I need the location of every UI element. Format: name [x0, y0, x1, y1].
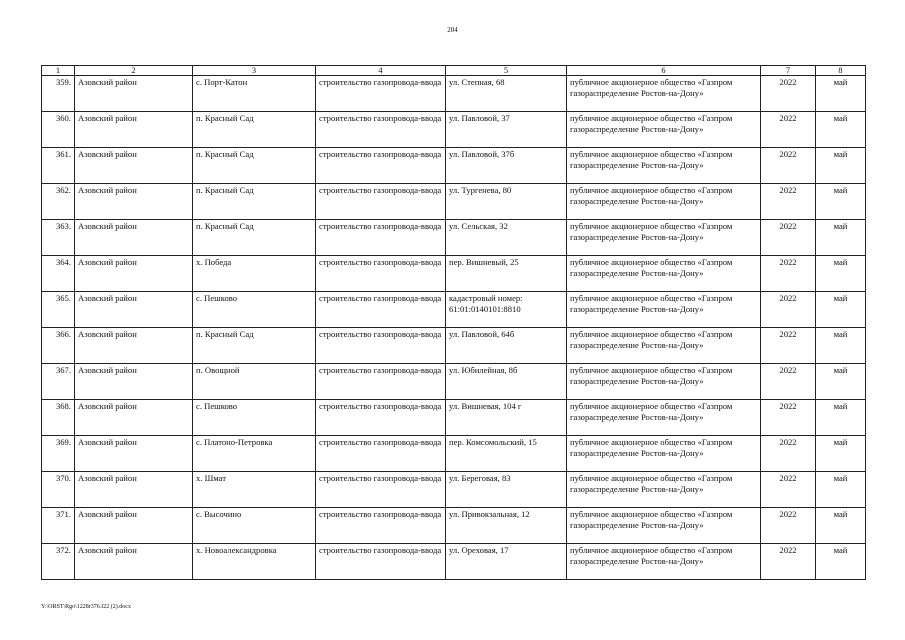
cell-district: Азовский район [75, 292, 193, 328]
cell-month: май [816, 220, 866, 256]
column-header-8: 8 [816, 66, 866, 76]
header-row [42, 66, 866, 76]
cell-address: ул. Павловой, 64б [446, 328, 567, 364]
cell-district: Азовский район [75, 508, 193, 544]
cell-year: 2022 [761, 292, 816, 328]
table-row [42, 292, 866, 328]
cell-settlement: с. Пешково [193, 400, 316, 436]
cell-organization: публичное акционерное общество «Газпром газораспределение Ростов-на-Дону» [567, 184, 761, 220]
cell-address: ул. Павловой, 37б [446, 148, 567, 184]
column-header-4: 4 [316, 66, 446, 76]
page-number: 204 [447, 26, 458, 34]
column-header-7: 7 [761, 66, 816, 76]
cell-year: 2022 [761, 508, 816, 544]
cell-district: Азовский район [75, 364, 193, 400]
cell-address: ул. Степная, 68 [446, 76, 567, 112]
table-row [42, 472, 866, 508]
cell-year: 2022 [761, 328, 816, 364]
cell-row-number: 364. [42, 256, 75, 292]
cell-settlement: п. Красный Сад [193, 112, 316, 148]
cell-settlement: п. Красный Сад [193, 184, 316, 220]
cell-year: 2022 [761, 364, 816, 400]
cell-year: 2022 [761, 544, 816, 580]
cell-year: 2022 [761, 112, 816, 148]
cell-settlement: п. Овощной [193, 364, 316, 400]
cell-work-type: строительство газопровода-ввода [316, 256, 446, 292]
cell-address: ул. Юбилейная, 8б [446, 364, 567, 400]
cell-month: май [816, 184, 866, 220]
cell-district: Азовский район [75, 472, 193, 508]
cell-row-number: 363. [42, 220, 75, 256]
cell-month: май [816, 256, 866, 292]
table-row [42, 76, 866, 112]
cell-settlement: п. Красный Сад [193, 328, 316, 364]
cell-work-type: строительство газопровода-ввода [316, 184, 446, 220]
cell-row-number: 368. [42, 400, 75, 436]
cell-row-number: 365. [42, 292, 75, 328]
cell-year: 2022 [761, 400, 816, 436]
cell-organization: публичное акционерное общество «Газпром газораспределение Ростов-на-Дону» [567, 364, 761, 400]
cell-year: 2022 [761, 472, 816, 508]
cell-organization: публичное акционерное общество «Газпром газораспределение Ростов-на-Дону» [567, 436, 761, 472]
table-row [42, 508, 866, 544]
cell-month: май [816, 148, 866, 184]
cell-work-type: строительство газопровода-ввода [316, 148, 446, 184]
table-header [42, 66, 866, 76]
table-row [42, 148, 866, 184]
cell-year: 2022 [761, 148, 816, 184]
table-row [42, 256, 866, 292]
cell-organization: публичное акционерное общество «Газпром газораспределение Ростов-на-Дону» [567, 112, 761, 148]
cell-year: 2022 [761, 184, 816, 220]
cell-work-type: строительство газопровода-ввода [316, 508, 446, 544]
cell-organization: публичное акционерное общество «Газпром газораспределение Ростов-на-Дону» [567, 220, 761, 256]
cell-work-type: строительство газопровода-ввода [316, 220, 446, 256]
cell-address: ул. Привокзальная, 12 [446, 508, 567, 544]
cell-settlement: с. Высочино [193, 508, 316, 544]
column-header-6: 6 [567, 66, 761, 76]
table-body [42, 76, 866, 580]
cell-work-type: строительство газопровода-ввода [316, 292, 446, 328]
cell-address: ул. Вишневая, 104 г [446, 400, 567, 436]
table-row [42, 364, 866, 400]
cell-month: май [816, 292, 866, 328]
cell-organization: публичное акционерное общество «Газпром газораспределение Ростов-на-Дону» [567, 256, 761, 292]
cell-year: 2022 [761, 220, 816, 256]
cell-settlement: х. Шмат [193, 472, 316, 508]
table-row [42, 328, 866, 364]
cell-district: Азовский район [75, 148, 193, 184]
cell-row-number: 366. [42, 328, 75, 364]
cell-organization: публичное акционерное общество «Газпром газораспределение Ростов-на-Дону» [567, 508, 761, 544]
cell-row-number: 370. [42, 472, 75, 508]
table-row [42, 400, 866, 436]
cell-settlement: х. Новоалександровка [193, 544, 316, 580]
cell-year: 2022 [761, 256, 816, 292]
cell-district: Азовский район [75, 436, 193, 472]
cell-row-number: 372. [42, 544, 75, 580]
table-row [42, 544, 866, 580]
table-row [42, 436, 866, 472]
cell-month: май [816, 400, 866, 436]
cell-row-number: 371. [42, 508, 75, 544]
cell-district: Азовский район [75, 220, 193, 256]
cell-work-type: строительство газопровода-ввода [316, 328, 446, 364]
cell-month: май [816, 472, 866, 508]
cell-work-type: строительство газопровода-ввода [316, 472, 446, 508]
cell-work-type: строительство газопровода-ввода [316, 364, 446, 400]
registry-table [41, 65, 866, 580]
cell-month: май [816, 112, 866, 148]
column-header-5: 5 [446, 66, 567, 76]
cell-row-number: 360. [42, 112, 75, 148]
cell-address: ул. Павловой, 37 [446, 112, 567, 148]
cell-settlement: с. Пешково [193, 292, 316, 328]
cell-month: май [816, 508, 866, 544]
cell-work-type: строительство газопровода-ввода [316, 544, 446, 580]
cell-settlement: с. Порт-Катон [193, 76, 316, 112]
table-row [42, 220, 866, 256]
cell-organization: публичное акционерное общество «Газпром газораспределение Ростов-на-Дону» [567, 148, 761, 184]
cell-row-number: 359. [42, 76, 75, 112]
column-header-3: 3 [193, 66, 316, 76]
cell-organization: публичное акционерное общество «Газпром газораспределение Ростов-на-Дону» [567, 292, 761, 328]
table-row [42, 184, 866, 220]
cell-settlement: п. Красный Сад [193, 220, 316, 256]
cell-address: кадастровый номер: 61:01:0140101:8810 [446, 292, 567, 328]
cell-row-number: 362. [42, 184, 75, 220]
cell-district: Азовский район [75, 400, 193, 436]
cell-row-number: 361. [42, 148, 75, 184]
cell-district: Азовский район [75, 76, 193, 112]
cell-settlement: х. Победа [193, 256, 316, 292]
cell-organization: публичное акционерное общество «Газпром газораспределение Ростов-на-Дону» [567, 328, 761, 364]
column-header-1: 1 [42, 66, 75, 76]
cell-district: Азовский район [75, 184, 193, 220]
cell-district: Азовский район [75, 256, 193, 292]
cell-year: 2022 [761, 76, 816, 112]
cell-work-type: строительство газопровода-ввода [316, 436, 446, 472]
cell-organization: публичное акционерное общество «Газпром газораспределение Ростов-на-Дону» [567, 400, 761, 436]
cell-district: Азовский район [75, 328, 193, 364]
cell-organization: публичное акционерное общество «Газпром газораспределение Ростов-на-Дону» [567, 76, 761, 112]
cell-month: май [816, 76, 866, 112]
cell-address: пер. Комсомольский, 15 [446, 436, 567, 472]
cell-month: май [816, 436, 866, 472]
cell-month: май [816, 328, 866, 364]
table-row [42, 112, 866, 148]
cell-address: пер. Вишневый, 25 [446, 256, 567, 292]
cell-organization: публичное акционерное общество «Газпром газораспределение Ростов-на-Дону» [567, 544, 761, 580]
cell-address: ул. Тургенева, 80 [446, 184, 567, 220]
cell-work-type: строительство газопровода-ввода [316, 400, 446, 436]
cell-settlement: п. Красный Сад [193, 148, 316, 184]
cell-organization: публичное акционерное общество «Газпром газораспределение Ростов-на-Дону» [567, 472, 761, 508]
cell-settlement: с. Платоно-Петровка [193, 436, 316, 472]
cell-row-number: 369. [42, 436, 75, 472]
cell-district: Азовский район [75, 112, 193, 148]
cell-year: 2022 [761, 436, 816, 472]
cell-month: май [816, 364, 866, 400]
footer-file-path: Y:\ORST\Rgo\1228r376.f22 (2).docx [41, 604, 131, 610]
cell-work-type: строительство газопровода-ввода [316, 112, 446, 148]
cell-address: ул. Береговая, 83 [446, 472, 567, 508]
column-header-2: 2 [75, 66, 193, 76]
cell-row-number: 367. [42, 364, 75, 400]
cell-address: ул. Сельская, 32 [446, 220, 567, 256]
cell-address: ул. Ореховая, 17 [446, 544, 567, 580]
cell-month: май [816, 544, 866, 580]
cell-district: Азовский район [75, 544, 193, 580]
cell-work-type: строительство газопровода-ввода [316, 76, 446, 112]
